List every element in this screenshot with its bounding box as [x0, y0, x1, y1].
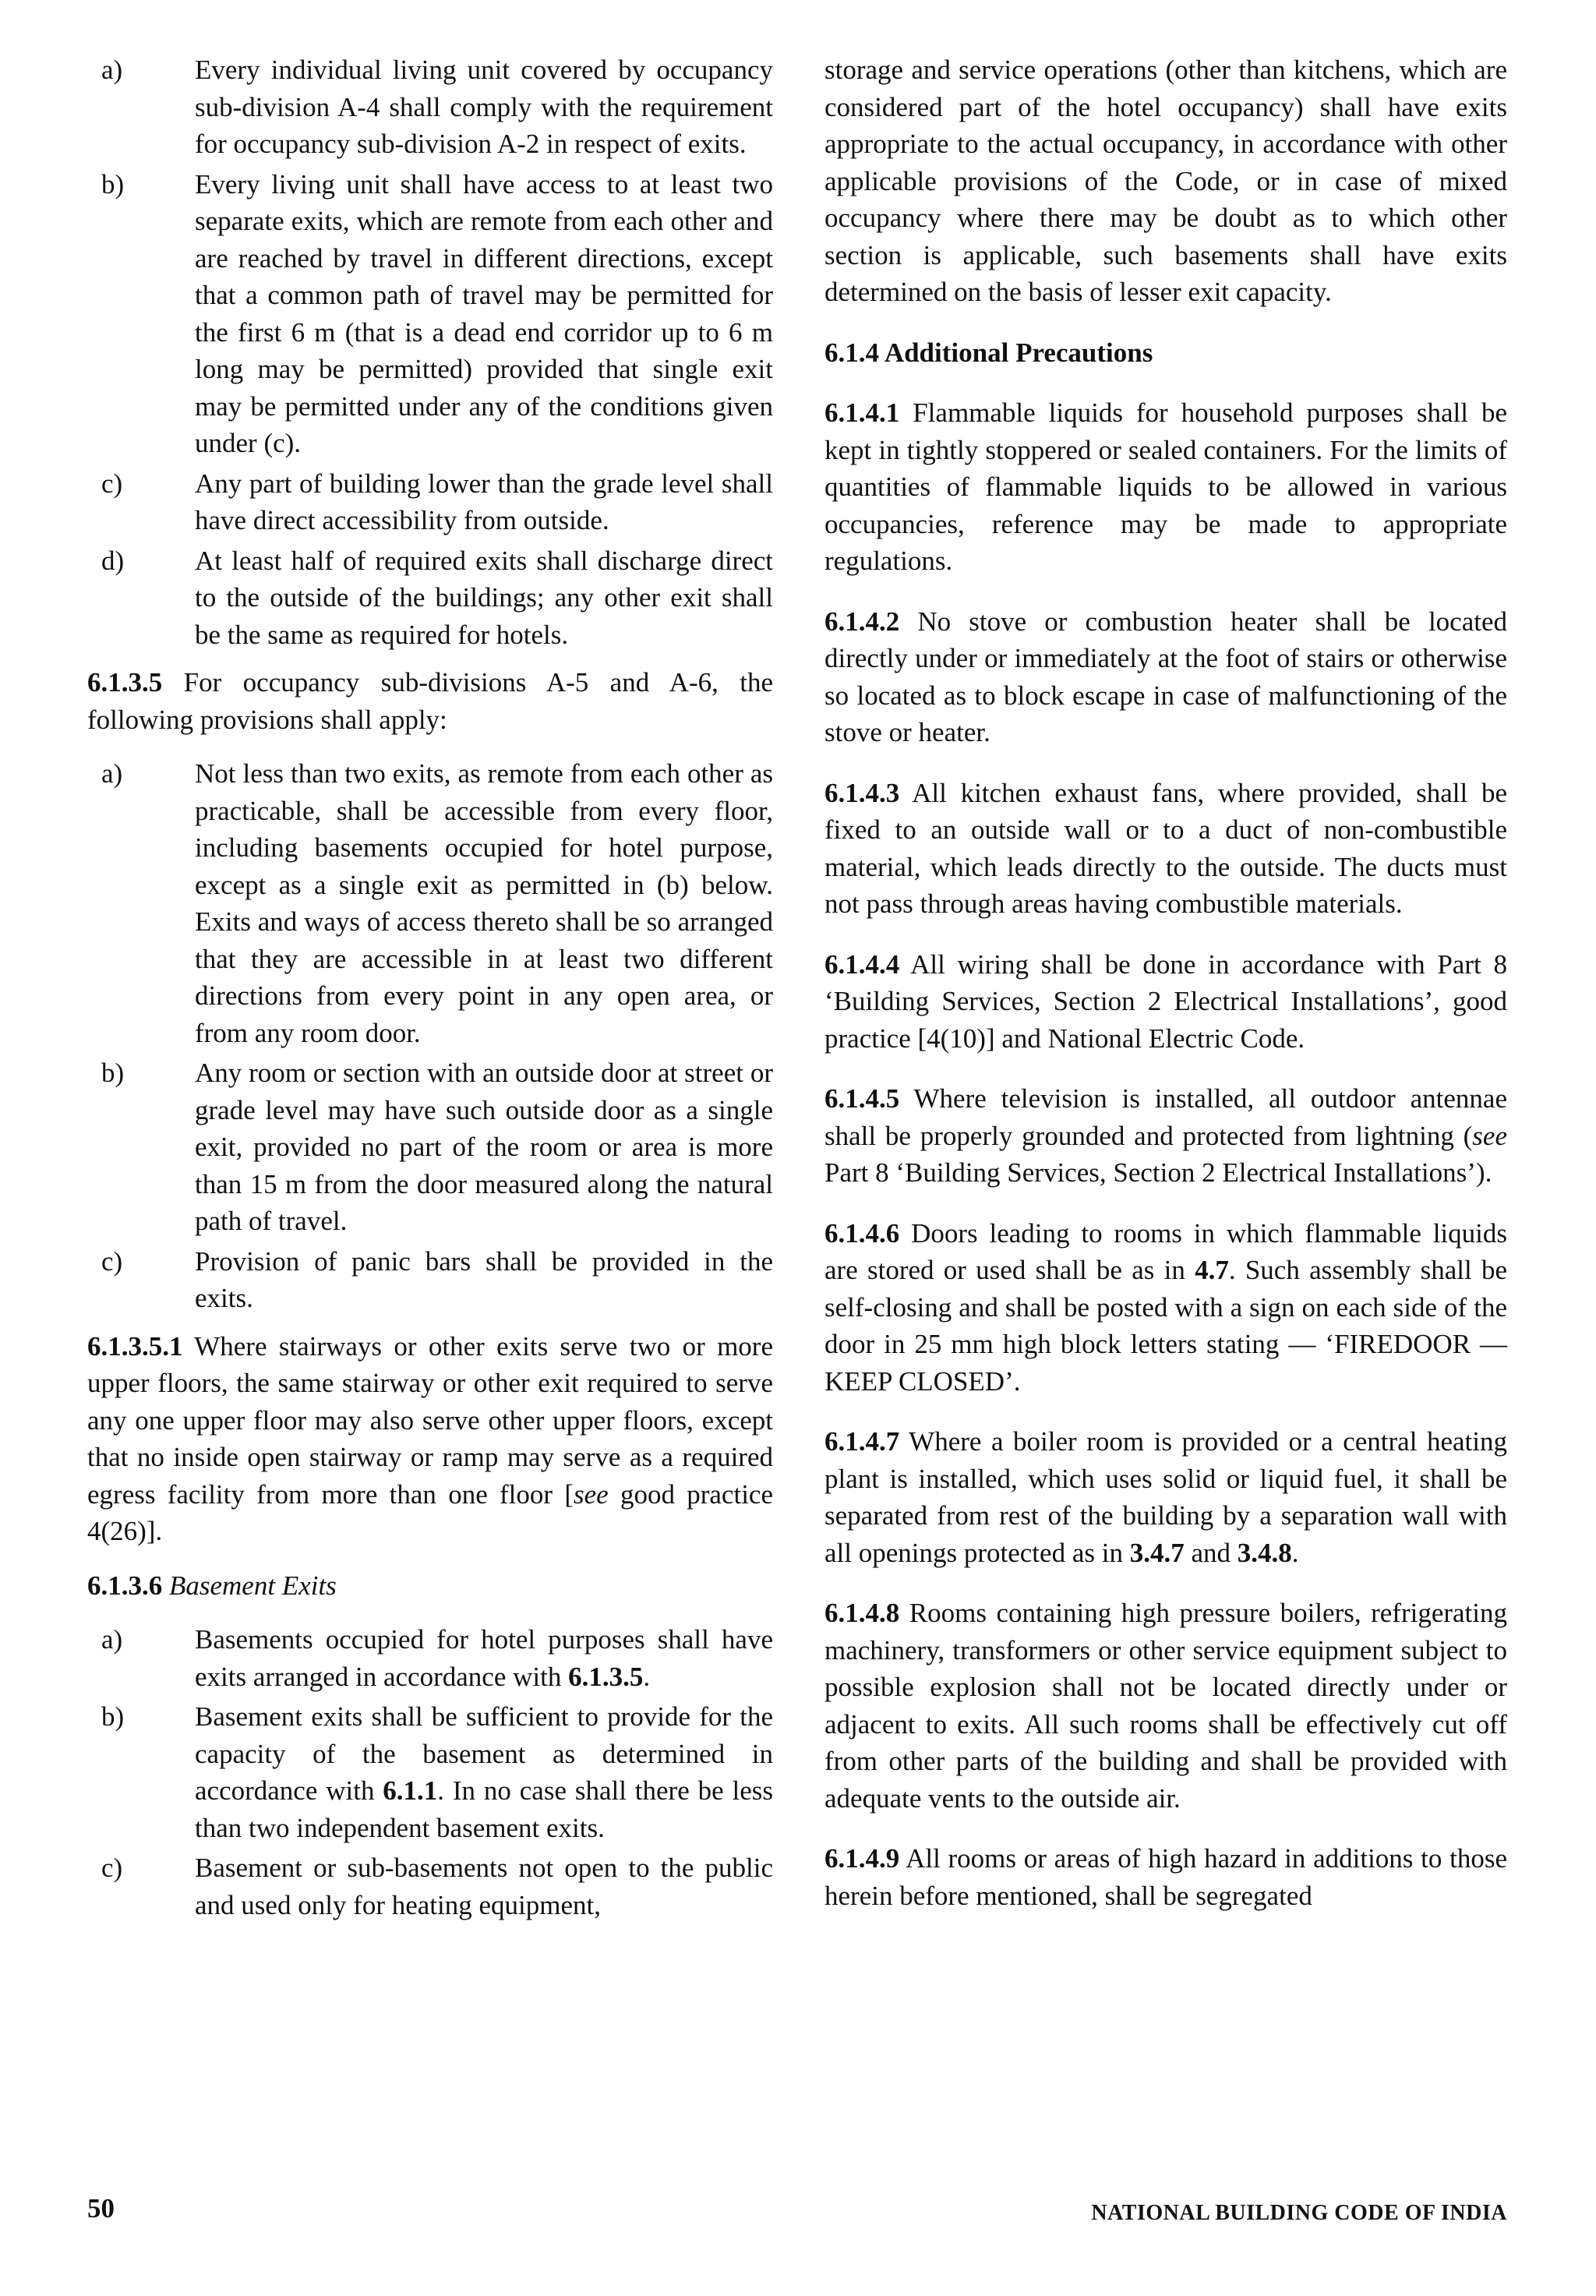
section-ref: 3.4.7: [1129, 1537, 1185, 1568]
section-number: 6.1.4.2: [824, 606, 900, 637]
section-number: 6.1.4.3: [824, 777, 900, 808]
section-6-1-3-5: [87, 664, 773, 738]
section-text: For occupancy sub-divisions A-5 and A-6, the following provisions shall apply:: [87, 667, 774, 735]
item-label: b): [101, 1701, 125, 1732]
section-6-1-4-6: [824, 1215, 1507, 1401]
see-reference: see: [573, 1478, 609, 1510]
section-text: Where a boiler room is provided or a central heating plant is installed, which uses solid or liquid fuel, it shall be separated from rest of the building by a separation wall with all openings protected as in: [824, 1426, 1507, 1568]
section-text: No stove or combustion heater shall be located directly under or immediately at the foot of stairs or otherwise so located as to block escape in case of malfunctioning of the stove or heater.: [824, 606, 1508, 747]
section-number: 6.1.4.9: [824, 1843, 900, 1874]
list-item: [87, 1698, 773, 1846]
section-6-1-3-5-1: [87, 1328, 773, 1550]
section-6-1-4-8: [824, 1595, 1507, 1817]
section-number: 6.1.4.8: [824, 1598, 900, 1628]
section-number: 6.1.4.6: [824, 1217, 900, 1249]
section-6-1-4-3: [824, 775, 1507, 923]
list-6-1-3-5: [87, 755, 773, 1317]
item-text: Every living unit shall have access to at least two separate exits, which are remote from each other and are reached by travel in different directions, except that a common path of travel may be permitted for the first 6 m (that is a dead end corridor up to 6 m long may be permitted) provided that single exit may be permitted under any of the conditions given under (c).: [195, 168, 773, 458]
left-column: [87, 51, 773, 1927]
section-text: Where television is installed, all outdoor antennae shall be properly grounded and protected from lightning (: [824, 1083, 1507, 1151]
item-label: a): [101, 1624, 123, 1655]
section-text: All rooms or areas of high hazard in additions to those herein before mentioned, shall be segregated: [824, 1843, 1507, 1911]
section-6-1-4-5: [824, 1080, 1507, 1192]
item-text: At least half of required exits shall discharge direct to the outside of the buildings; any other exit shall be the same as required for hotels.: [195, 545, 773, 650]
item-label: c): [101, 1245, 123, 1277]
see-reference: see: [1472, 1120, 1507, 1151]
section-number: 6.1.3.5.1: [87, 1330, 183, 1362]
list-6-1-3-6: [87, 1621, 773, 1923]
list-item: [87, 1243, 773, 1317]
section-6-1-3-6-heading: [87, 1567, 773, 1605]
continued-paragraph: storage and service operations (other than kitchens, which are considered part of the hotel occupancy) shall have exits appropriate to the actual occupancy, in accordance with other applicable provisions of the Code, or in case of mixed occupancy where there may be doubt as to which other section is applicable, such basements shall have exits determined on the basis of lesser exit capacity.: [824, 55, 1507, 307]
item-label: c): [101, 468, 123, 499]
section-6-1-4-1: [824, 394, 1507, 580]
item-label: b): [101, 1058, 125, 1088]
list-item: [87, 465, 773, 539]
list-item: [87, 166, 773, 462]
section-ref: 3.4.8: [1237, 1537, 1292, 1568]
item-text: Basement or sub-basements not open to the public and used only for heating equipment,: [195, 1853, 773, 1920]
list-item: [87, 1621, 773, 1695]
item-text: [195, 1698, 773, 1846]
footer-title: NATIONAL BUILDING CODE OF INDIA: [1091, 2201, 1507, 2225]
section-6-1-4-4: [824, 946, 1507, 1058]
list-item: [87, 51, 773, 163]
item-text-end: . In no case shall there be less than two independent basement exits.: [195, 1775, 773, 1843]
list-item: [87, 542, 773, 654]
section-text: All wiring shall be done in accordance with Part 8 ‘Building Services, Section 2 Electrical Installations’, good practice [4(10)] and National Electric Code.: [824, 948, 1507, 1054]
section-6-1-4-9: [824, 1840, 1507, 1914]
item-text-body: Basements occupied for hotel purposes shall have exits arranged in accordance with: [195, 1624, 773, 1692]
section-number: 6.1.4.5: [824, 1083, 900, 1114]
section-text-tail: good practice 4(26)].: [87, 1478, 773, 1546]
section-6-1-4-heading: 6.1.4 Additional Precautions: [824, 337, 1153, 368]
section-number: 6.1.4.7: [824, 1426, 900, 1457]
item-label: d): [101, 545, 125, 576]
item-label: a): [101, 55, 123, 85]
list-item: [87, 1849, 773, 1923]
section-number: 6.1.3.6: [87, 1570, 163, 1601]
section-text: Doors leading to rooms in which flammable liquids are stored or used shall be as in: [824, 1217, 1507, 1285]
section-text: Rooms containing high pressure boilers, refrigerating machinery, transformers or other service equipment subject to possible explosion shall not be located directly under or adjacent to exits. All such rooms shall be effectively cut off from other parts of the building and shall be provided with adequate vents to the outside air.: [824, 1598, 1508, 1814]
list-item: [87, 755, 773, 1051]
page-number: 50: [87, 2193, 115, 2224]
item-text: Not less than two exits, as remote from each other as practicable, shall be accessible from every floor, including basements occupied for hotel purpose, except as a single exit as permitted in (b) below. Exits and ways of access thereto shall be so arranged that they are accessible in at least two different directions from every point in any open area, or from any room door.: [195, 758, 773, 1048]
section-number: 6.1.4.4: [824, 948, 900, 980]
section-text-mid: and: [1184, 1537, 1238, 1568]
section-number: 6.1.4.1: [824, 397, 900, 428]
section-text-tail: Part 8 ‘Building Services, Section 2 Electrical Installations’).: [824, 1157, 1492, 1188]
item-text: [195, 1621, 773, 1695]
section-text-end: .: [1291, 1537, 1299, 1568]
section-title: Basement Exits: [169, 1570, 337, 1601]
section-text: Flammable liquids for household purposes shall be kept in tightly stoppered or sealed containers. For the limits of quantities of flammable liquids to be allowed in various occupancies, reference may be made to appropriate regulations.: [824, 397, 1507, 576]
item-text: Provision of panic bars shall be provided in the exits.: [195, 1245, 773, 1313]
right-column: [824, 51, 1507, 1914]
item-ref: 6.1.1: [383, 1775, 438, 1806]
item-text: Every individual living unit covered by occupancy sub-division A-4 shall comply with the requirement for occupancy sub-division A-2 in respect of exits.: [195, 55, 773, 159]
list-item: [87, 1054, 773, 1240]
item-text: Any part of building lower than the grade level shall have direct accessibility from outside.: [195, 468, 773, 535]
list-a4: [87, 51, 773, 653]
section-text: Where stairways or other exits serve two or more upper floors, the same stairway or other exit required to serve any one upper floor may also serve other upper floors, except that no inside open stairway or ramp may serve as a required egress facility from more than one floor [: [87, 1330, 773, 1510]
section-6-1-4-7: [824, 1423, 1507, 1571]
item-ref: 6.1.3.5: [568, 1661, 644, 1692]
item-label: b): [101, 168, 125, 200]
section-ref: 4.7: [1195, 1255, 1229, 1285]
item-text-body: Basement exits shall be sufficient to provide for the capacity of the basement as determined in accordance with: [195, 1701, 773, 1806]
item-text-end: .: [643, 1661, 651, 1692]
section-6-1-4-2: [824, 603, 1507, 751]
item-label: a): [101, 758, 123, 789]
section-text-tail: . Such assembly shall be self-closing and shall be posted with a sign on each side of the door in 25 mm high block letters stating — ‘FIREDOOR — KEEP CLOSED’.: [824, 1255, 1507, 1397]
section-number: 6.1.3.5: [87, 667, 163, 698]
section-text: All kitchen exhaust fans, where provided, shall be fixed to an outside wall or to a duct of non-combustible material, which leads directly to the outside. The ducts must not pass through areas having combustible materials.: [824, 777, 1507, 919]
item-text: Any room or section with an outside door at street or grade level may have such outside door as a single exit, provided no part of the room or area is more than 15 m from the door measured along the natural path of travel.: [195, 1058, 773, 1236]
item-label: c): [101, 1853, 123, 1883]
